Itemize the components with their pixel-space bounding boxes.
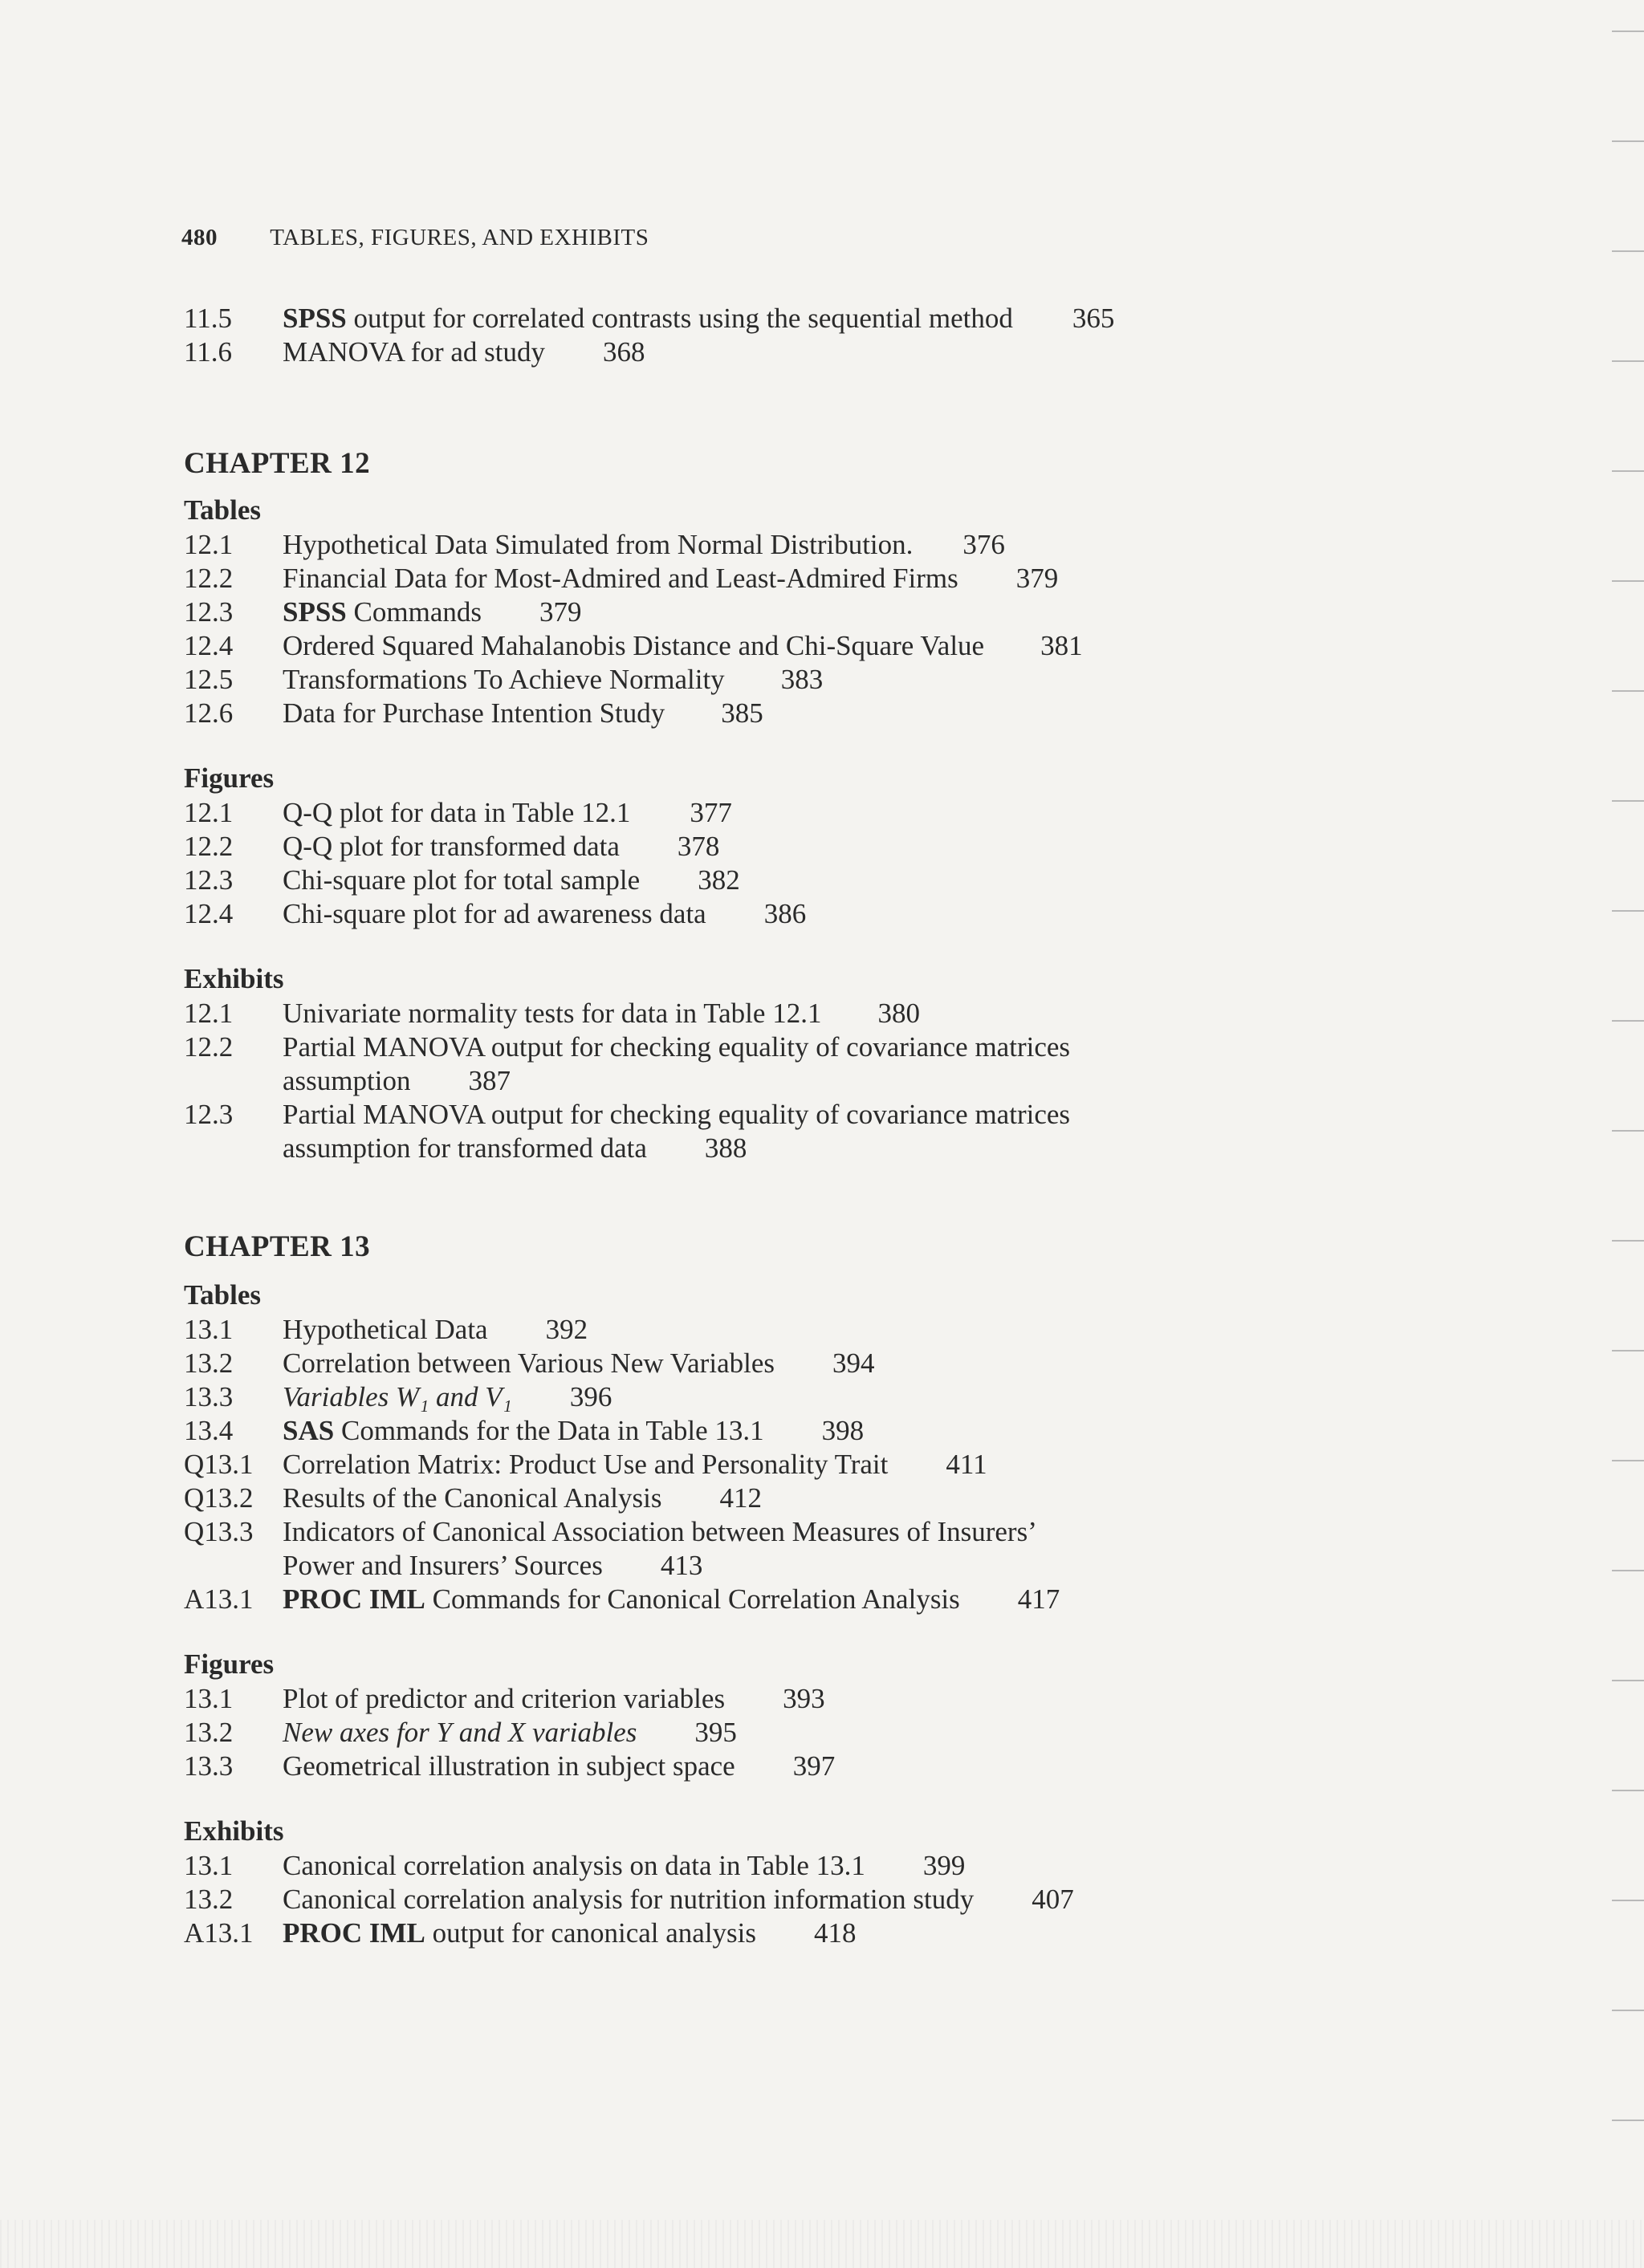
- list-item: 13.2 Correlation between Various New Variables 394: [184, 1347, 875, 1379]
- list-item-continuation: assumption for transformed data 388: [283, 1132, 747, 1164]
- list-item-continuation: Power and Insurers’ Sources 413: [283, 1550, 703, 1581]
- list-item: 12.3 Chi-square plot for total sample 382: [184, 864, 740, 896]
- list-item: 13.1 Canonical correlation analysis on data in Table 13.1 399: [184, 1850, 966, 1881]
- list-item: Q13.3 Indicators of Canonical Association between Measures of Insurers’: [184, 1516, 1037, 1547]
- chapter-heading: CHAPTER 13: [184, 1230, 371, 1263]
- chapter13-tables: [184, 1278, 1060, 1616]
- chapter-heading: CHAPTER 12: [184, 447, 371, 480]
- page-number: 480: [181, 225, 218, 250]
- list-item: 12.2 Partial MANOVA output for checking equality of covariance matrices: [184, 1031, 1071, 1063]
- running-head-title: TABLES, FIGURES, AND EXHIBITS: [270, 225, 649, 250]
- section-heading: Tables: [184, 494, 261, 526]
- section-heading: Exhibits: [184, 1815, 284, 1847]
- list-item: 12.6 Data for Purchase Intention Study 385: [184, 697, 763, 729]
- list-item: 12.1 Q-Q plot for data in Table 12.1 377: [184, 797, 732, 828]
- list-item: 13.4 SAS Commands for the Data in Table 13.1 398: [184, 1415, 865, 1446]
- list-item: 13.3 Geometrical illustration in subject space 397: [184, 1750, 836, 1782]
- list-item: 12.5 Transformations To Achieve Normality 383: [184, 664, 824, 695]
- list-item: 12.4 Chi-square plot for ad awareness data 386: [184, 898, 807, 929]
- chapter13-exhibits: [184, 1814, 1074, 1950]
- scan-bottom-edge: [0, 2220, 1644, 2268]
- section-heading: Tables: [184, 1279, 261, 1311]
- list-item-continuation: assumption 387: [283, 1065, 511, 1096]
- list-item: A13.1 PROC IML Commands for Canonical Correlation Analysis 417: [184, 1583, 1060, 1615]
- chapter12-tables: [184, 493, 1083, 730]
- list-item: 13.1 Plot of predictor and criterion variables 393: [184, 1683, 825, 1714]
- list-item: 12.3 Partial MANOVA output for checking equality of covariance matrices: [184, 1099, 1071, 1130]
- list-item: 12.2 Q-Q plot for transformed data 378: [184, 831, 720, 862]
- chapter12-exhibits: [184, 961, 1071, 1165]
- list-item: 12.1 Hypothetical Data Simulated from Normal Distribution. 376: [184, 529, 1005, 560]
- section-heading: Exhibits: [184, 963, 284, 994]
- list-item: 13.2 Canonical correlation analysis for nutrition information study 407: [184, 1884, 1074, 1915]
- running-head: [181, 225, 649, 251]
- list-item: 13.1 Hypothetical Data 392: [184, 1314, 588, 1345]
- chapter12-figures: [184, 761, 807, 931]
- list-item: Q13.2 Results of the Canonical Analysis 412: [184, 1482, 762, 1514]
- list-item: 12.3 SPSS Commands 379: [184, 596, 582, 628]
- list-item: 12.1 Univariate normality tests for data in Table 12.1 380: [184, 998, 920, 1029]
- chapter13-figures: [184, 1647, 836, 1783]
- section-heading: Figures: [184, 1648, 275, 1680]
- scan-margin-marks: [1596, 0, 1644, 2268]
- list-item: 12.4 Ordered Squared Mahalanobis Distance and Chi-Square Value 381: [184, 630, 1083, 661]
- section-heading: Figures: [184, 762, 275, 794]
- list-item: 13.3 Variables W₁ and V₁ 396: [184, 1381, 612, 1412]
- list-item: 12.2 Financial Data for Most-Admired and Least-Admired Firms 379: [184, 563, 1059, 594]
- book-page: 480 TABLES, FIGURES, AND EXHIBITS 11.5 SPSS output for correlated contrasts using the sequential method 365 11.6 MANOVA for ad study 368 CHAPTER 12 Tables 12.1 Hypothetical Data Simulated from Normal Distribution. 376 12.2 Financial Data for Most-Admired and Least-Admired Firms 379 12.3 SPSS Commands 379 12.4 Ordered Squared Mahalanobis Distance and Chi-Square Value 381 12.5 Transformations To Achieve Normality 383 12.6 Data for Purchase Intention Study 385 Figures 12.1 Q-Q plot for data in Table 12.1 377 12.2 Q-Q plot for transformed data 378 12.3 Chi-square plot for total sample 382 12.4 Chi-square plot for ad awareness data 386 Exhibits 12.1 Univariate normality tests for data in Table 12.1 380 12.2 Partial MANOVA output for checking equality of covariance matrices assumption 387 12.3 Partial MANOVA output for checking equality of covariance matrices assumption for transformed data 388 CHAPTER 13 Tables 13.1 Hypothetical Data 392 13.2 Correlation between Various New Variables 394 13.3 Variables W₁ and V₁ 396 13.4 SAS Commands for the Data in Table 13.1 398 Q13.1 Correlation Matrix: Product Use and Personality Trait 411 Q13.2 Results of the Canonical Analysis 412 Q13.3 Indicators of Canonical Association between Measures of Insurers’ Power and Insurers’ Sources 413 A13.1 PROC IML Commands for Canonical Correlation Analysis 417 Figures 13.1 Plot of predictor and criterion variables 393 13.2 New axes for Y and X variables 395 13.3 Geometrical illustration in subject space 397 Exhibits 13.1 Canonical correlation analysis on data in Table 13.1 399 13.2 Canonical correlation analysis for nutrition information study 407 A13.1 PROC IML output for canonical analysis 418: [0, 0, 1644, 2268]
- list-item: 13.2 New axes for Y and X variables 395: [184, 1717, 737, 1748]
- list-item: Q13.1 Correlation Matrix: Product Use and Personality Trait 411: [184, 1449, 987, 1480]
- list-item: A13.1 PROC IML output for canonical analysis 418: [184, 1917, 857, 1949]
